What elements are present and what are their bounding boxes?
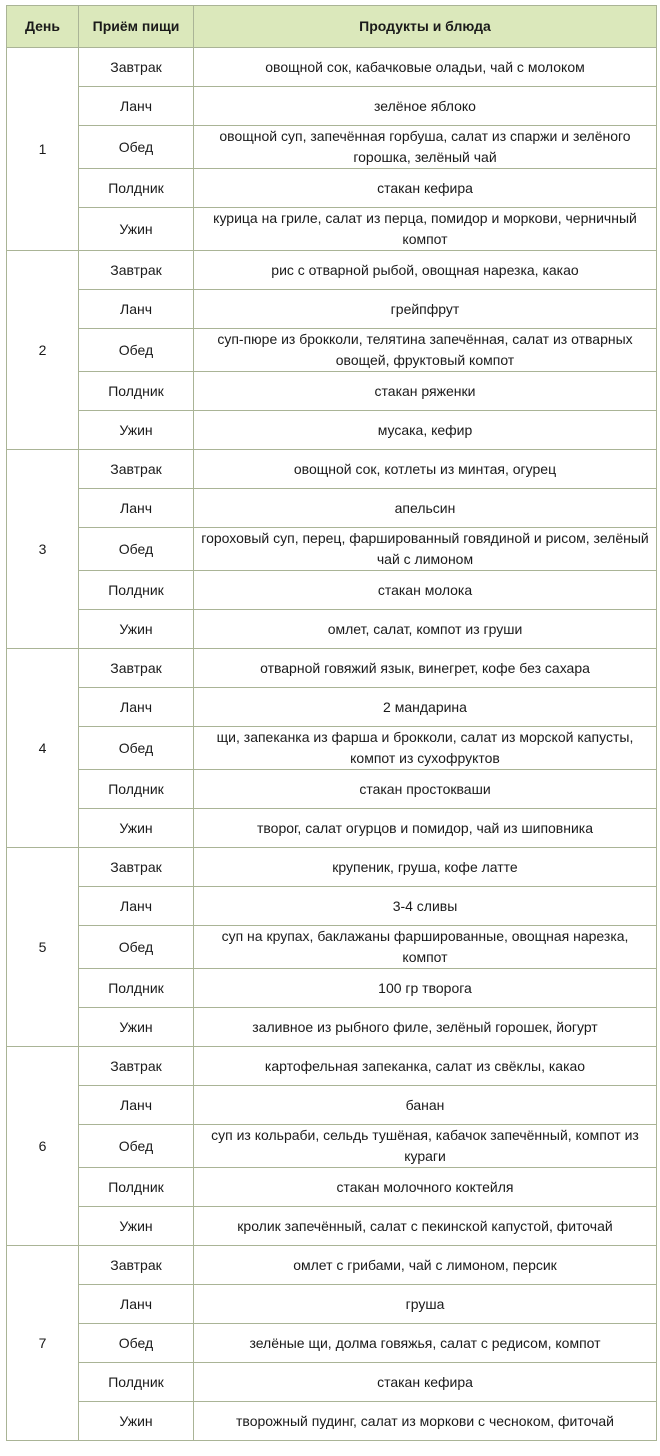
header-products: Продукты и блюда bbox=[194, 6, 657, 48]
meal-name-cell: Ланч bbox=[79, 688, 194, 727]
meal-name-cell: Ужин bbox=[79, 208, 194, 251]
meal-name-cell: Полдник bbox=[79, 571, 194, 610]
meal-name-cell: Обед bbox=[79, 126, 194, 169]
meal-name-cell: Полдник bbox=[79, 372, 194, 411]
meal-name-cell: Ужин bbox=[79, 1008, 194, 1047]
food-cell: стакан молока bbox=[194, 571, 657, 610]
food-cell: щи, запеканка из фарша и брокколи, салат из морской капусты, компот из сухофруктов bbox=[194, 727, 657, 770]
day-number-cell: 4 bbox=[7, 649, 79, 848]
food-cell: заливное из рыбного филе, зелёный горошек, йогурт bbox=[194, 1008, 657, 1047]
day-number-cell: 5 bbox=[7, 848, 79, 1047]
food-cell: грейпфрут bbox=[194, 290, 657, 329]
meal-name-cell: Обед bbox=[79, 1324, 194, 1363]
food-cell: отварной говяжий язык, винегрет, кофе без сахара bbox=[194, 649, 657, 688]
food-cell: картофельная запеканка, салат из свёклы, какао bbox=[194, 1047, 657, 1086]
meal-name-cell: Полдник bbox=[79, 169, 194, 208]
meal-name-cell: Ланч bbox=[79, 1285, 194, 1324]
meal-name-cell: Обед bbox=[79, 727, 194, 770]
food-cell: стакан кефира bbox=[194, 1363, 657, 1402]
food-cell: гороховый суп, перец, фаршированный говядиной и рисом, зелёный чай с лимоном bbox=[194, 528, 657, 571]
table-row bbox=[7, 251, 657, 290]
food-cell: банан bbox=[194, 1086, 657, 1125]
table-row bbox=[7, 450, 657, 489]
table-row bbox=[7, 770, 657, 809]
table-row bbox=[7, 48, 657, 87]
meal-name-cell: Обед bbox=[79, 528, 194, 571]
table-header-row bbox=[7, 6, 657, 48]
food-cell: омлет, салат, компот из груши bbox=[194, 610, 657, 649]
table-row bbox=[7, 329, 657, 372]
food-cell: зелёное яблоко bbox=[194, 87, 657, 126]
table-row bbox=[7, 649, 657, 688]
table-row bbox=[7, 126, 657, 169]
meal-name-cell: Полдник bbox=[79, 770, 194, 809]
day-number-cell: 2 bbox=[7, 251, 79, 450]
table-row bbox=[7, 688, 657, 727]
food-cell: стакан молочного коктейля bbox=[194, 1168, 657, 1207]
food-cell: омлет с грибами, чай с лимоном, персик bbox=[194, 1246, 657, 1285]
table-row bbox=[7, 169, 657, 208]
meal-name-cell: Завтрак bbox=[79, 649, 194, 688]
meal-name-cell: Завтрак bbox=[79, 48, 194, 87]
food-cell: творог, салат огурцов и помидор, чай из шиповника bbox=[194, 809, 657, 848]
table-row bbox=[7, 1402, 657, 1441]
table-row bbox=[7, 969, 657, 1008]
day-number-cell: 3 bbox=[7, 450, 79, 649]
food-cell: апельсин bbox=[194, 489, 657, 528]
food-cell: крупеник, груша, кофе латте bbox=[194, 848, 657, 887]
meal-name-cell: Завтрак bbox=[79, 450, 194, 489]
food-cell: творожный пудинг, салат из моркови с чесноком, фиточай bbox=[194, 1402, 657, 1441]
table-row bbox=[7, 87, 657, 126]
meal-name-cell: Полдник bbox=[79, 969, 194, 1008]
food-cell: овощной сок, кабачковые оладьи, чай с молоком bbox=[194, 48, 657, 87]
table-row bbox=[7, 1363, 657, 1402]
day-number-cell: 6 bbox=[7, 1047, 79, 1246]
food-cell: рис с отварной рыбой, овощная нарезка, какао bbox=[194, 251, 657, 290]
food-cell: 100 гр творога bbox=[194, 969, 657, 1008]
day-number-cell: 1 bbox=[7, 48, 79, 251]
meal-name-cell: Завтрак bbox=[79, 848, 194, 887]
table-row bbox=[7, 1008, 657, 1047]
table-row bbox=[7, 1324, 657, 1363]
food-cell: 3-4 сливы bbox=[194, 887, 657, 926]
table-row bbox=[7, 1086, 657, 1125]
meal-name-cell: Ланч bbox=[79, 87, 194, 126]
meal-name-cell: Полдник bbox=[79, 1363, 194, 1402]
food-cell: курица на гриле, салат из перца, помидор и моркови, черничный компот bbox=[194, 208, 657, 251]
meal-name-cell: Обед bbox=[79, 1125, 194, 1168]
table-body bbox=[7, 48, 657, 1441]
food-cell: стакан ряженки bbox=[194, 372, 657, 411]
food-cell: зелёные щи, долма говяжья, салат с редисом, компот bbox=[194, 1324, 657, 1363]
food-cell: суп из кольраби, сельдь тушёная, кабачок запечённый, компот из кураги bbox=[194, 1125, 657, 1168]
table-row bbox=[7, 372, 657, 411]
food-cell: мусака, кефир bbox=[194, 411, 657, 450]
meal-name-cell: Ланч bbox=[79, 887, 194, 926]
food-cell: суп на крупах, баклажаны фаршированные, овощная нарезка, компот bbox=[194, 926, 657, 969]
food-cell: суп-пюре из брокколи, телятина запечённая, салат из отварных овощей, фруктовый компот bbox=[194, 329, 657, 372]
table-row bbox=[7, 1168, 657, 1207]
table-row bbox=[7, 1047, 657, 1086]
meal-name-cell: Ужин bbox=[79, 610, 194, 649]
meal-name-cell: Ланч bbox=[79, 1086, 194, 1125]
food-cell: стакан простокваши bbox=[194, 770, 657, 809]
food-cell: овощной сок, котлеты из минтая, огурец bbox=[194, 450, 657, 489]
meal-name-cell: Ужин bbox=[79, 411, 194, 450]
table-row bbox=[7, 290, 657, 329]
meal-name-cell: Ланч bbox=[79, 489, 194, 528]
day-number-cell: 7 bbox=[7, 1246, 79, 1441]
table-row bbox=[7, 848, 657, 887]
meal-name-cell: Обед bbox=[79, 329, 194, 372]
meal-name-cell: Ужин bbox=[79, 1402, 194, 1441]
meal-name-cell: Обед bbox=[79, 926, 194, 969]
meal-plan-table bbox=[6, 5, 657, 1441]
food-cell: овощной суп, запечённая горбуша, салат из спаржи и зелёного горошка, зелёный чай bbox=[194, 126, 657, 169]
table-row bbox=[7, 411, 657, 450]
table-row bbox=[7, 926, 657, 969]
food-cell: стакан кефира bbox=[194, 169, 657, 208]
table-row bbox=[7, 528, 657, 571]
table-row bbox=[7, 1207, 657, 1246]
food-cell: кролик запечённый, салат с пекинской капустой, фиточай bbox=[194, 1207, 657, 1246]
table-row bbox=[7, 727, 657, 770]
meal-name-cell: Ланч bbox=[79, 290, 194, 329]
table-row bbox=[7, 887, 657, 926]
table-row bbox=[7, 571, 657, 610]
header-day: День bbox=[7, 6, 79, 48]
table-row bbox=[7, 610, 657, 649]
meal-name-cell: Ужин bbox=[79, 809, 194, 848]
header-meal: Приём пищи bbox=[79, 6, 194, 48]
table-row bbox=[7, 1285, 657, 1324]
meal-name-cell: Завтрак bbox=[79, 251, 194, 290]
table-row bbox=[7, 1125, 657, 1168]
meal-name-cell: Полдник bbox=[79, 1168, 194, 1207]
food-cell: груша bbox=[194, 1285, 657, 1324]
table-row bbox=[7, 1246, 657, 1285]
table-row bbox=[7, 489, 657, 528]
meal-name-cell: Завтрак bbox=[79, 1246, 194, 1285]
meal-name-cell: Ужин bbox=[79, 1207, 194, 1246]
table-row bbox=[7, 809, 657, 848]
table-row bbox=[7, 208, 657, 251]
meal-name-cell: Завтрак bbox=[79, 1047, 194, 1086]
food-cell: 2 мандарина bbox=[194, 688, 657, 727]
